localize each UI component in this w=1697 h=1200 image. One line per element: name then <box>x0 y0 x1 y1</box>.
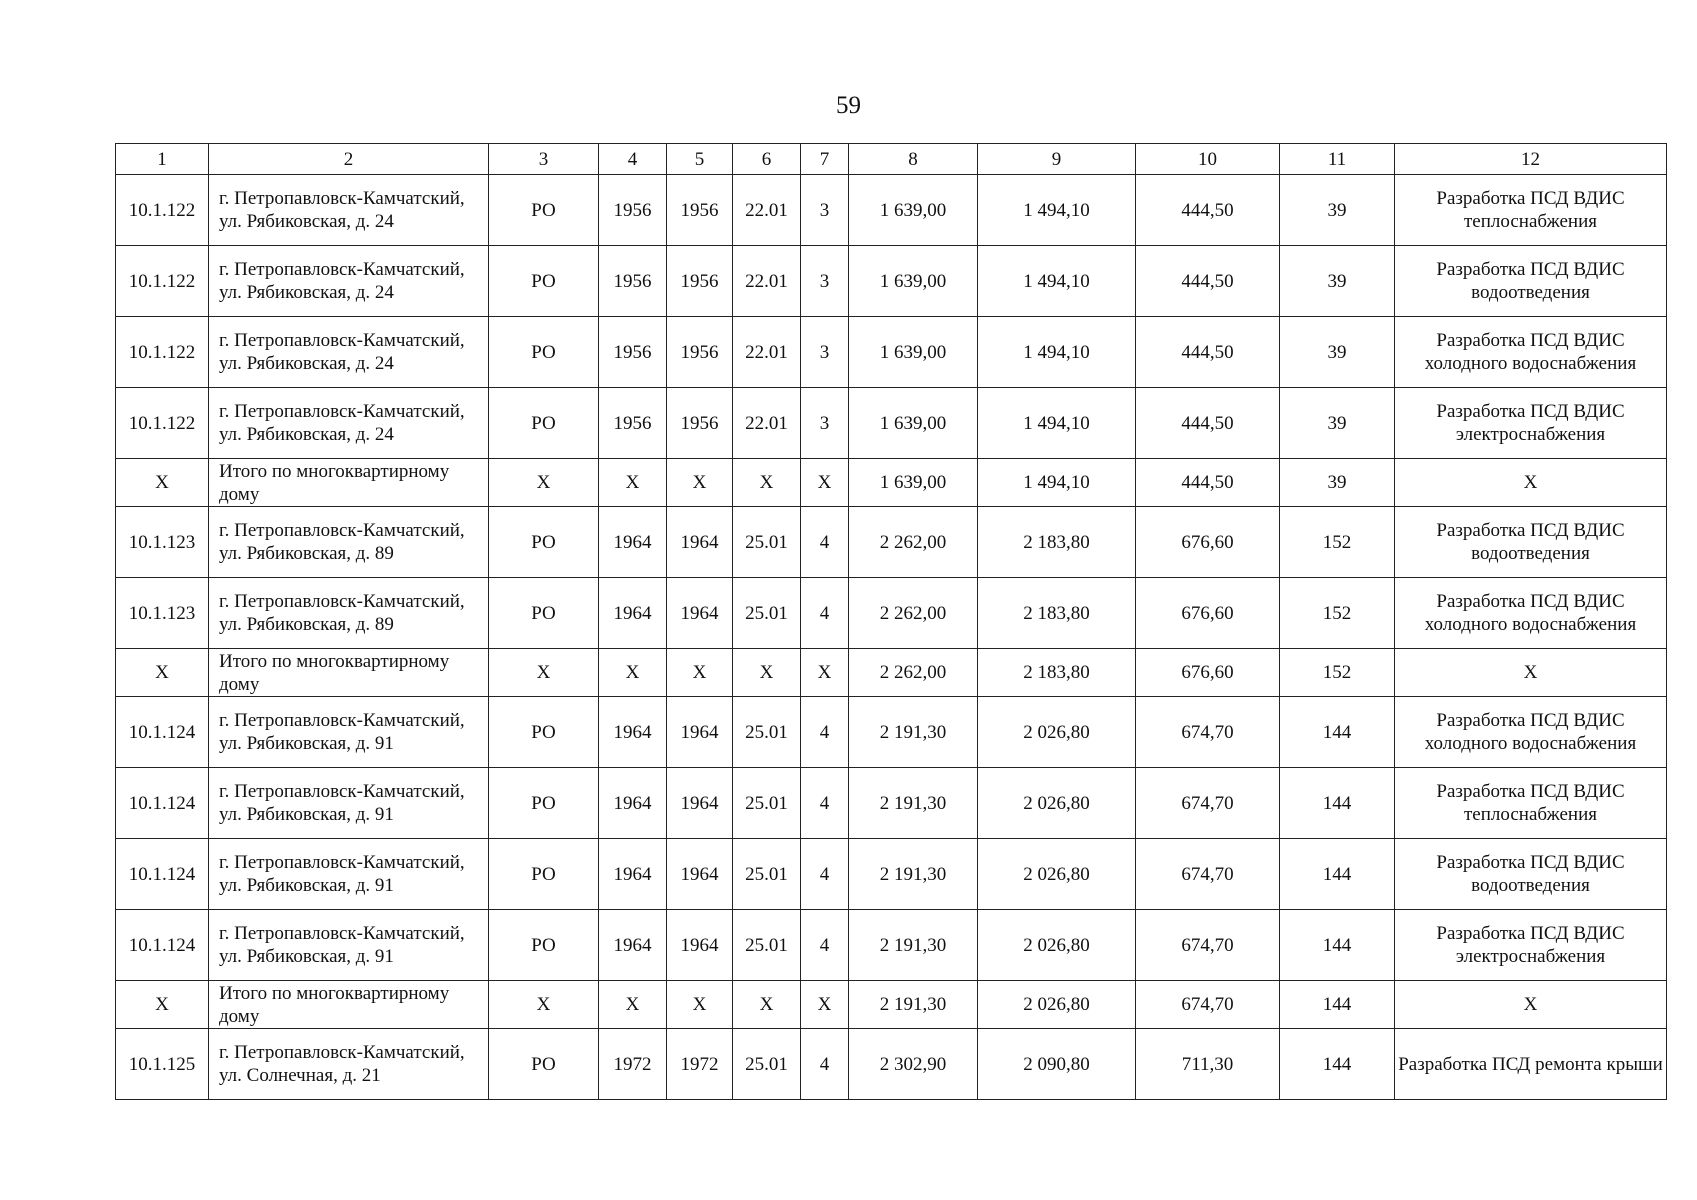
cell-nonliving-area: 674,70 <box>1136 697 1280 768</box>
cell-living-area: 1 494,10 <box>978 388 1136 459</box>
cell-address: г. Петропавловск-Камчатский, ул. Рябиковская, д. 91 <box>209 839 489 910</box>
cell-nonliving-area: 674,70 <box>1136 839 1280 910</box>
cell-program-type: РО <box>489 910 599 981</box>
cell-commission-year: 1956 <box>667 388 733 459</box>
cell-commission-year: 1964 <box>667 910 733 981</box>
cell-nonliving-area: 444,50 <box>1136 246 1280 317</box>
cell-work-description: Х <box>1395 649 1667 697</box>
cell-floors: 3 <box>801 175 849 246</box>
cell-residents: 144 <box>1280 839 1395 910</box>
cell-floors: Х <box>801 459 849 507</box>
cell-work-description: Разработка ПСД ВДИС электроснабжения <box>1395 910 1667 981</box>
cell-work-code: 22.01 <box>733 175 801 246</box>
cell-program-type: РО <box>489 768 599 839</box>
cell-floors: 4 <box>801 697 849 768</box>
cell-floors: 4 <box>801 507 849 578</box>
cell-work-code: 25.01 <box>733 839 801 910</box>
cell-build-year: 1964 <box>599 578 667 649</box>
cell-living-area: 1 494,10 <box>978 175 1136 246</box>
cell-work-code: Х <box>733 649 801 697</box>
cell-commission-year: Х <box>667 649 733 697</box>
table-row <box>116 697 1667 768</box>
cell-floors: 4 <box>801 578 849 649</box>
cell-nonliving-area: 676,60 <box>1136 649 1280 697</box>
cell-residents: 152 <box>1280 649 1395 697</box>
cell-work-description: Разработка ПСД ВДИС холодного водоснабжения <box>1395 317 1667 388</box>
cell-work-code: 25.01 <box>733 910 801 981</box>
table-row <box>116 507 1667 578</box>
cell-living-area: 2 090,80 <box>978 1029 1136 1100</box>
cell-address: г. Петропавловск-Камчатский, ул. Рябиковская, д. 91 <box>209 697 489 768</box>
cell-work-description: Разработка ПСД ВДИС водоотведения <box>1395 507 1667 578</box>
cell-total-area: 2 302,90 <box>849 1029 978 1100</box>
cell-build-year: 1972 <box>599 1029 667 1100</box>
cell-build-year: Х <box>599 981 667 1029</box>
table-row <box>116 246 1667 317</box>
cell-nonliving-area: 674,70 <box>1136 910 1280 981</box>
cell-work-code: Х <box>733 459 801 507</box>
cell-address: Итого по многоквартирному дому <box>209 981 489 1029</box>
cell-nonliving-area: 444,50 <box>1136 317 1280 388</box>
cell-living-area: 2 183,80 <box>978 649 1136 697</box>
table-header-row <box>116 144 1667 175</box>
cell-floors: 4 <box>801 768 849 839</box>
cell-floors: 3 <box>801 246 849 317</box>
cell-work-description: Разработка ПСД ВДИС теплоснабжения <box>1395 768 1667 839</box>
column-header-6: 6 <box>733 144 801 175</box>
cell-work-description: Разработка ПСД ВДИС водоотведения <box>1395 246 1667 317</box>
cell-total-area: 2 262,00 <box>849 649 978 697</box>
cell-total-area: 2 191,30 <box>849 910 978 981</box>
cell-work-description: Разработка ПСД ВДИС электроснабжения <box>1395 388 1667 459</box>
cell-residents: 144 <box>1280 768 1395 839</box>
cell-total-area: 1 639,00 <box>849 246 978 317</box>
cell-floors: 4 <box>801 1029 849 1100</box>
cell-living-area: 2 026,80 <box>978 768 1136 839</box>
cell-address: г. Петропавловск-Камчатский, ул. Рябиковская, д. 24 <box>209 388 489 459</box>
cell-build-year: 1964 <box>599 839 667 910</box>
cell-living-area: 2 183,80 <box>978 507 1136 578</box>
cell-program-type: РО <box>489 388 599 459</box>
cell-address: Итого по многоквартирному дому <box>209 459 489 507</box>
cell-total-area: 2 191,30 <box>849 839 978 910</box>
cell-program-type: РО <box>489 839 599 910</box>
cell-nonliving-area: 444,50 <box>1136 388 1280 459</box>
cell-residents: 144 <box>1280 981 1395 1029</box>
cell-residents: 39 <box>1280 175 1395 246</box>
cell-build-year: 1964 <box>599 910 667 981</box>
cell-work-description: Разработка ПСД ВДИС холодного водоснабжения <box>1395 578 1667 649</box>
cell-program-type: Х <box>489 649 599 697</box>
column-header-2: 2 <box>209 144 489 175</box>
cell-work-description: Х <box>1395 981 1667 1029</box>
cell-total-area: 2 191,30 <box>849 981 978 1029</box>
cell-residents: 144 <box>1280 697 1395 768</box>
cell-row-number: 10.1.122 <box>116 175 209 246</box>
cell-work-code: 25.01 <box>733 768 801 839</box>
cell-work-code: 25.01 <box>733 1029 801 1100</box>
cell-commission-year: 1964 <box>667 507 733 578</box>
cell-work-description: Разработка ПСД ВДИС холодного водоснабжения <box>1395 697 1667 768</box>
cell-work-description: Разработка ПСД ВДИС теплоснабжения <box>1395 175 1667 246</box>
column-header-12: 12 <box>1395 144 1667 175</box>
cell-work-code: 22.01 <box>733 388 801 459</box>
table-row <box>116 1029 1667 1100</box>
column-header-9: 9 <box>978 144 1136 175</box>
cell-build-year: 1956 <box>599 388 667 459</box>
cell-floors: 3 <box>801 317 849 388</box>
cell-living-area: 1 494,10 <box>978 246 1136 317</box>
cell-work-description: Х <box>1395 459 1667 507</box>
cell-commission-year: 1964 <box>667 697 733 768</box>
cell-row-number: 10.1.124 <box>116 697 209 768</box>
cell-total-area: 1 639,00 <box>849 317 978 388</box>
cell-living-area: 2 026,80 <box>978 981 1136 1029</box>
cell-commission-year: 1964 <box>667 578 733 649</box>
cell-residents: 39 <box>1280 388 1395 459</box>
cell-commission-year: Х <box>667 459 733 507</box>
cell-total-area: 1 639,00 <box>849 459 978 507</box>
cell-floors: 4 <box>801 839 849 910</box>
cell-address: г. Петропавловск-Камчатский, ул. Рябиковская, д. 89 <box>209 507 489 578</box>
cell-nonliving-area: 674,70 <box>1136 768 1280 839</box>
cell-work-code: Х <box>733 981 801 1029</box>
cell-row-number: Х <box>116 981 209 1029</box>
cell-program-type: РО <box>489 1029 599 1100</box>
cell-work-code: 22.01 <box>733 246 801 317</box>
cell-floors: Х <box>801 981 849 1029</box>
cell-commission-year: 1956 <box>667 246 733 317</box>
cell-living-area: 2 183,80 <box>978 578 1136 649</box>
cell-residents: 144 <box>1280 910 1395 981</box>
column-header-10: 10 <box>1136 144 1280 175</box>
cell-work-code: 25.01 <box>733 507 801 578</box>
table-row <box>116 910 1667 981</box>
table-body <box>116 144 1667 1100</box>
cell-living-area: 1 494,10 <box>978 459 1136 507</box>
column-header-4: 4 <box>599 144 667 175</box>
cell-build-year: 1956 <box>599 317 667 388</box>
cell-total-area: 2 191,30 <box>849 697 978 768</box>
cell-program-type: Х <box>489 981 599 1029</box>
cell-program-type: РО <box>489 175 599 246</box>
cell-living-area: 1 494,10 <box>978 317 1136 388</box>
cell-row-number: 10.1.124 <box>116 839 209 910</box>
table-row <box>116 175 1667 246</box>
cell-floors: 3 <box>801 388 849 459</box>
cell-commission-year: 1956 <box>667 317 733 388</box>
cell-program-type: РО <box>489 697 599 768</box>
cell-row-number: 10.1.124 <box>116 768 209 839</box>
cell-nonliving-area: 444,50 <box>1136 459 1280 507</box>
cell-work-code: 25.01 <box>733 578 801 649</box>
cell-address: Итого по многоквартирному дому <box>209 649 489 697</box>
cell-commission-year: Х <box>667 981 733 1029</box>
cell-total-area: 2 262,00 <box>849 507 978 578</box>
cell-living-area: 2 026,80 <box>978 910 1136 981</box>
cell-residents: 144 <box>1280 1029 1395 1100</box>
cell-total-area: 1 639,00 <box>849 388 978 459</box>
cell-work-code: 22.01 <box>733 317 801 388</box>
cell-address: г. Петропавловск-Камчатский, ул. Рябиковская, д. 91 <box>209 768 489 839</box>
cell-program-type: РО <box>489 578 599 649</box>
cell-row-number: Х <box>116 459 209 507</box>
table-row <box>116 839 1667 910</box>
works-table <box>115 143 1667 1100</box>
cell-row-number: 10.1.125 <box>116 1029 209 1100</box>
cell-residents: 39 <box>1280 317 1395 388</box>
column-header-7: 7 <box>801 144 849 175</box>
cell-commission-year: 1964 <box>667 768 733 839</box>
table-row <box>116 317 1667 388</box>
cell-nonliving-area: 711,30 <box>1136 1029 1280 1100</box>
table-row <box>116 768 1667 839</box>
cell-program-type: РО <box>489 246 599 317</box>
column-header-11: 11 <box>1280 144 1395 175</box>
page-number: 59 <box>836 92 861 119</box>
cell-build-year: Х <box>599 649 667 697</box>
cell-commission-year: 1956 <box>667 175 733 246</box>
cell-address: г. Петропавловск-Камчатский, ул. Рябиковская, д. 24 <box>209 175 489 246</box>
cell-commission-year: 1964 <box>667 839 733 910</box>
cell-row-number: Х <box>116 649 209 697</box>
cell-work-description: Разработка ПСД ВДИС водоотведения <box>1395 839 1667 910</box>
column-header-5: 5 <box>667 144 733 175</box>
cell-nonliving-area: 674,70 <box>1136 981 1280 1029</box>
cell-commission-year: 1972 <box>667 1029 733 1100</box>
cell-nonliving-area: 444,50 <box>1136 175 1280 246</box>
table-row <box>116 578 1667 649</box>
cell-address: г. Петропавловск-Камчатский, ул. Рябиковская, д. 91 <box>209 910 489 981</box>
cell-program-type: Х <box>489 459 599 507</box>
cell-program-type: РО <box>489 317 599 388</box>
cell-floors: Х <box>801 649 849 697</box>
cell-build-year: 1964 <box>599 768 667 839</box>
cell-nonliving-area: 676,60 <box>1136 578 1280 649</box>
cell-row-number: 10.1.124 <box>116 910 209 981</box>
cell-living-area: 2 026,80 <box>978 839 1136 910</box>
cell-row-number: 10.1.123 <box>116 578 209 649</box>
cell-build-year: Х <box>599 459 667 507</box>
cell-address: г. Петропавловск-Камчатский, ул. Рябиковская, д. 89 <box>209 578 489 649</box>
cell-total-area: 2 191,30 <box>849 768 978 839</box>
cell-residents: 39 <box>1280 459 1395 507</box>
cell-build-year: 1964 <box>599 507 667 578</box>
cell-total-area: 1 639,00 <box>849 175 978 246</box>
cell-build-year: 1956 <box>599 246 667 317</box>
cell-work-description: Разработка ПСД ремонта крыши <box>1395 1029 1667 1100</box>
cell-residents: 39 <box>1280 246 1395 317</box>
table-row <box>116 388 1667 459</box>
cell-program-type: РО <box>489 507 599 578</box>
cell-row-number: 10.1.122 <box>116 246 209 317</box>
total-row <box>116 981 1667 1029</box>
column-header-8: 8 <box>849 144 978 175</box>
cell-address: г. Петропавловск-Камчатский, ул. Солнечная, д. 21 <box>209 1029 489 1100</box>
cell-build-year: 1964 <box>599 697 667 768</box>
cell-row-number: 10.1.122 <box>116 317 209 388</box>
cell-row-number: 10.1.123 <box>116 507 209 578</box>
cell-living-area: 2 026,80 <box>978 697 1136 768</box>
column-header-1: 1 <box>116 144 209 175</box>
column-header-3: 3 <box>489 144 599 175</box>
cell-nonliving-area: 676,60 <box>1136 507 1280 578</box>
cell-work-code: 25.01 <box>733 697 801 768</box>
total-row <box>116 459 1667 507</box>
total-row <box>116 649 1667 697</box>
cell-address: г. Петропавловск-Камчатский, ул. Рябиковская, д. 24 <box>209 317 489 388</box>
cell-residents: 152 <box>1280 578 1395 649</box>
cell-build-year: 1956 <box>599 175 667 246</box>
cell-total-area: 2 262,00 <box>849 578 978 649</box>
cell-address: г. Петропавловск-Камчатский, ул. Рябиковская, д. 24 <box>209 246 489 317</box>
cell-residents: 152 <box>1280 507 1395 578</box>
cell-floors: 4 <box>801 910 849 981</box>
cell-row-number: 10.1.122 <box>116 388 209 459</box>
